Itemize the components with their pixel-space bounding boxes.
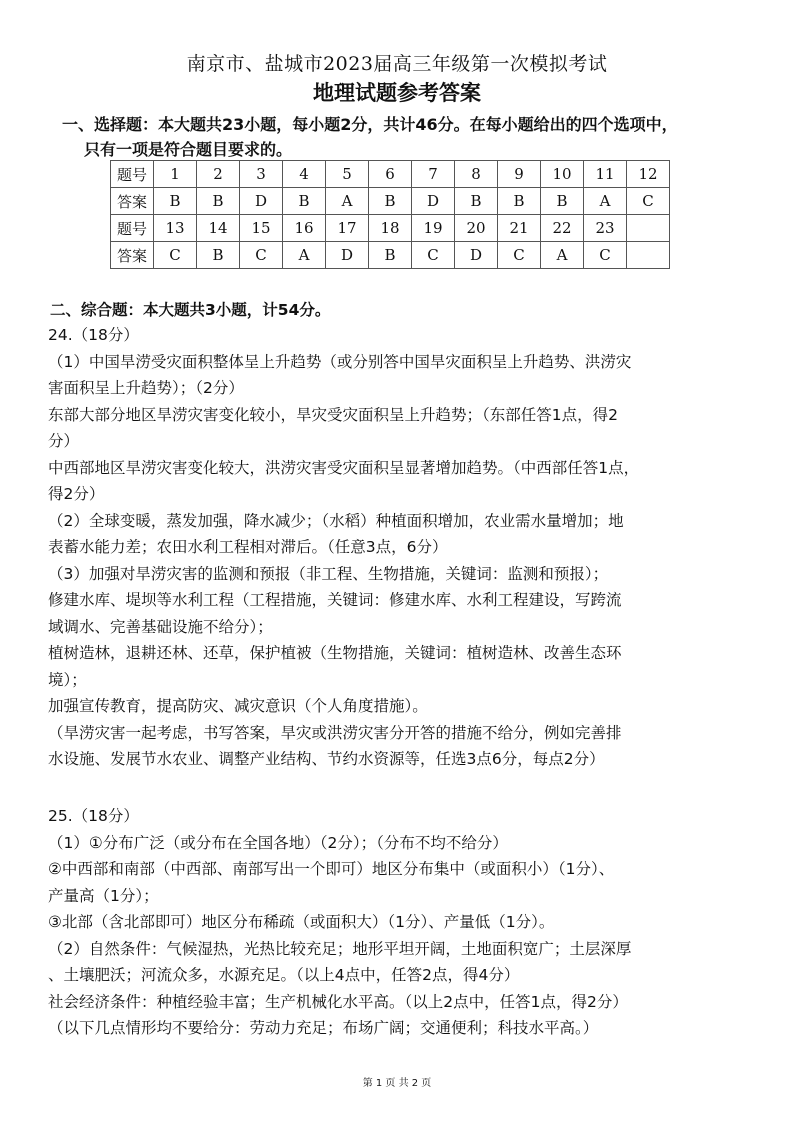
table-row-answers-1 xyxy=(111,188,670,215)
table-cell: 12 xyxy=(627,161,670,188)
table-row-label: 答案 xyxy=(111,242,154,269)
question-24-answer xyxy=(48,322,760,773)
question-25-answer xyxy=(48,803,760,1042)
table-cell: B xyxy=(197,242,240,269)
answer-line: ③北部（含北部即可）地区分布稀疏（或面积大）（1分）、产量低（1分）。 xyxy=(48,913,555,931)
table-cell: B xyxy=(154,188,197,215)
section2-heading: 二、综合题：本大题共3小题，计54分。 xyxy=(50,301,331,319)
table-cell: 16 xyxy=(283,215,326,242)
answer-line: 害面积呈上升趋势）；（2分） xyxy=(48,379,244,397)
table-cell: B xyxy=(197,188,240,215)
answer-line: 东部大部分地区旱涝灾害变化较小，旱灾受灾面积呈上升趋势；（东部任答1点，得2 xyxy=(48,405,618,424)
answer-line: 境）； xyxy=(48,670,87,689)
table-cell: D xyxy=(412,188,455,215)
table-cell: C xyxy=(627,188,670,215)
table-cell: D xyxy=(240,188,283,215)
table-row-label: 答案 xyxy=(111,188,154,215)
answer-line: 植树造林，退耕还林、还草，保护植被（生物措施，关键词：植树造林、改善生态环 xyxy=(48,644,622,662)
answer-line: 24.（18分） xyxy=(48,326,139,344)
table-cell: A xyxy=(584,188,627,215)
answer-line: 、土壤肥沃；河流众多，水源充足。（以上4点中，任答2点，得4分） xyxy=(48,966,520,984)
answer-line: 产量高（1分）； xyxy=(48,886,159,905)
section1-line2: 只有一项是符合题目要求的。 xyxy=(84,140,293,159)
table-cell: 22 xyxy=(541,215,584,242)
table-cell: 13 xyxy=(154,215,197,242)
document-title: 地理试题参考答案 xyxy=(313,81,481,105)
table-cell: C xyxy=(412,242,455,269)
table-cell: B xyxy=(369,242,412,269)
section1-instructions xyxy=(62,112,762,162)
answer-line: 25.（18分） xyxy=(48,807,139,825)
table-cell: B xyxy=(498,188,541,215)
table-cell: 2 xyxy=(197,161,240,188)
table-cell: 11 xyxy=(584,161,627,188)
answer-line: （2）全球变暖，蒸发加强，降水减少；（水稻）种植面积增加，农业需水量增加；地 xyxy=(48,511,624,530)
table-cell: 5 xyxy=(326,161,369,188)
answer-line: 加强宣传教育，提高防灾、减灾意识（个人角度措施）。 xyxy=(48,697,428,715)
table-cell: 6 xyxy=(369,161,412,188)
table-cell: D xyxy=(455,242,498,269)
table-row-question-numbers-1 xyxy=(111,161,670,188)
table-row-label: 题号 xyxy=(111,161,154,188)
table-cell: 21 xyxy=(498,215,541,242)
answer-line: （以下几点情形均不要给分：劳动力充足；布场广阔；交通便利；科技水平高。） xyxy=(48,1019,599,1037)
answer-line: 社会经济条件：种植经验丰富；生产机械化水平高。（以上2点中，任答1点，得2分） xyxy=(48,992,628,1011)
table-cell: 3 xyxy=(240,161,283,188)
answer-line: ②中西部和南部（中西部、南部写出一个即可）地区分布集中（或面积小）（1分）、 xyxy=(48,860,615,878)
table-cell: C xyxy=(154,242,197,269)
page-footer: 第 1 页 共 2 页 xyxy=(362,1078,432,1089)
table-cell: B xyxy=(369,188,412,215)
table-cell: 14 xyxy=(197,215,240,242)
table-row-question-numbers-2 xyxy=(111,215,670,242)
answer-line: 分） xyxy=(48,432,80,450)
table-cell: B xyxy=(283,188,326,215)
answer-table xyxy=(110,160,670,269)
answer-line: （3）加强对旱涝灾害的监测和预报（非工程、生物措施，关键词：监测和预报）； xyxy=(48,564,609,583)
table-cell: A xyxy=(541,242,584,269)
answer-line: 域调水、完善基础设施不给分）； xyxy=(48,617,273,636)
answer-line: （旱涝灾害一起考虑，书写答案，旱灾或洪涝灾害分开答的措施不给分，例如完善排 xyxy=(48,723,622,742)
table-cell: 9 xyxy=(498,161,541,188)
answer-line: 得2分） xyxy=(48,485,105,503)
table-cell: 1 xyxy=(154,161,197,188)
answer-line: 中西部地区旱涝灾害变化较大，洪涝灾害受灾面积呈显著增加趋势。（中西部任答1点， xyxy=(48,458,640,477)
answer-line: 表蓄水能力差；农田水利工程相对滞后。（任意3点，6分） xyxy=(48,538,448,556)
table-row-answers-2 xyxy=(111,242,670,269)
table-cell: 18 xyxy=(369,215,412,242)
table-cell: B xyxy=(455,188,498,215)
answer-line: （2）自然条件：气候湿热，光热比较充足；地形平坦开阔，土地面积宽广；土层深厚 xyxy=(48,939,632,958)
table-cell: 4 xyxy=(283,161,326,188)
section1-line1: 一、选择题：本大题共23小题，每小题2分，共计46分。在每小题给出的四个选项中， xyxy=(62,115,678,134)
table-cell: C xyxy=(498,242,541,269)
table-cell: C xyxy=(584,242,627,269)
table-cell: 15 xyxy=(240,215,283,242)
table-cell: 23 xyxy=(584,215,627,242)
table-cell: A xyxy=(326,188,369,215)
table-cell: 7 xyxy=(412,161,455,188)
answer-line: （1）①分布广泛（或分布在全国各地）（2分）；（分布不均不给分） xyxy=(48,833,508,852)
answer-line: （1）中国旱涝受灾面积整体呈上升趋势（或分别答中国旱灾面积呈上升趋势、洪涝灾 xyxy=(48,352,632,371)
table-cell: 8 xyxy=(455,161,498,188)
table-cell: 19 xyxy=(412,215,455,242)
answer-line: 水设施、发展节水农业、调整产业结构、节约水资源等，任选3点6分，每点2分） xyxy=(48,750,605,768)
table-cell: A xyxy=(283,242,326,269)
table-cell: 10 xyxy=(541,161,584,188)
exam-title: 南京市、盐城市2023届高三年级第一次模拟考试 xyxy=(186,53,608,75)
table-cell: 20 xyxy=(455,215,498,242)
table-cell: B xyxy=(541,188,584,215)
table-cell: C xyxy=(240,242,283,269)
table-cell: 17 xyxy=(326,215,369,242)
table-row-label: 题号 xyxy=(111,215,154,242)
table-cell xyxy=(627,242,670,269)
table-cell xyxy=(627,215,670,242)
answer-line: 修建水库、堤坝等水利工程（工程措施，关键词：修建水库、水利工程建设，写跨流 xyxy=(48,591,622,609)
table-cell: D xyxy=(326,242,369,269)
